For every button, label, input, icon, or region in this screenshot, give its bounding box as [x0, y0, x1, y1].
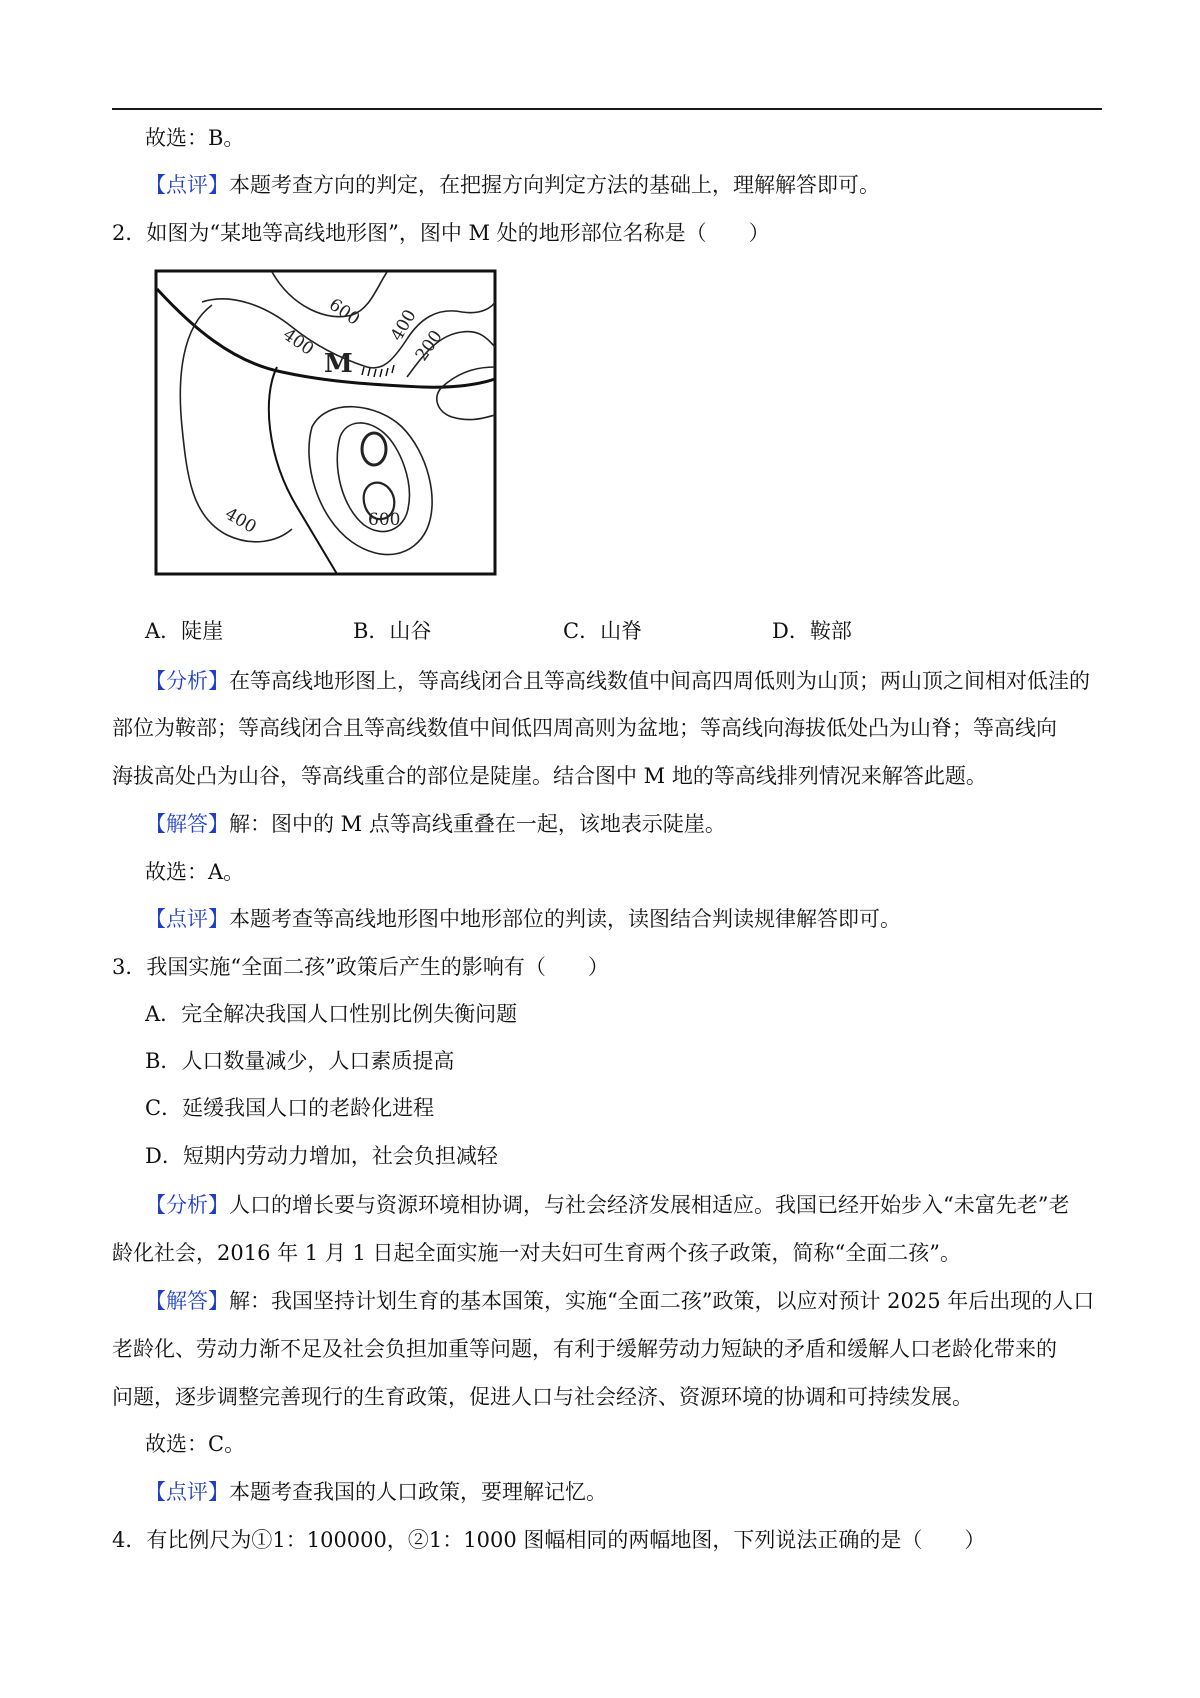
contour-map: [152, 267, 500, 585]
q2-answer: 故选：A。: [145, 860, 245, 884]
analysis-tag: 【分析】: [145, 1193, 229, 1217]
comment-text: 本题考查等高线地形图中地形部位的判读，读图结合判读规律解答即可。: [229, 907, 901, 931]
q3-option-b: B．人口数量减少，人口素质提高: [145, 1049, 455, 1073]
contour-label-600-bottom: 600: [368, 510, 401, 530]
solution-tag: 【解答】: [145, 1289, 229, 1313]
comment-tag: 【点评】: [145, 173, 229, 197]
contour-map-figure: [152, 267, 500, 585]
q2-stem: 2．如图为“某地等高线地形图”，图中 M 处的地形部位名称是（ ）: [112, 221, 770, 245]
q2-option-d: D．鞍部: [772, 619, 852, 643]
solution-text: 解：我国坚持计划生育的基本国策，实施“全面二孩”政策，以应对预计 2025 年后出现的人口: [229, 1289, 1095, 1313]
q3-solution-line-1: [145, 1287, 1094, 1315]
contour-label-600-top: 600: [325, 294, 364, 330]
q3-solution-line-2: 老龄化、劳动力渐不足及社会负担加重等问题，有利于缓解劳动力短缺的矛盾和缓解人口老龄化带来的: [112, 1337, 1057, 1361]
q3-comment: [145, 1478, 607, 1506]
comment-tag: 【点评】: [145, 907, 229, 931]
analysis-text: 在等高线地形图上，等高线闭合且等高线数值中间高四周低则为山顶；两山顶之间相对低洼的: [229, 669, 1090, 693]
q2-option-b: B．山谷: [353, 619, 432, 643]
comment-text: 本题考查方向的判定，在把握方向判定方法的基础上，理解解答即可。: [229, 173, 880, 197]
q3-option-a: A．完全解决我国人口性别比例失衡问题: [145, 1002, 518, 1026]
map-frame: [156, 271, 495, 574]
contour-label-400-b: 400: [387, 306, 421, 345]
q3-solution-line-3: 问题，逐步调整完善现行的生育政策，促进人口与社会经济、资源环境的协调和可持续发展。: [112, 1385, 973, 1409]
q3-option-c: C．延缓我国人口的老龄化进程: [145, 1096, 435, 1120]
header-rule: [112, 108, 1102, 110]
q2-option-c: C．山脊: [563, 619, 643, 643]
comment-text: 本题考查我国的人口政策，要理解记忆。: [229, 1480, 607, 1504]
solution-tag: 【解答】: [145, 812, 229, 836]
comment-tag: 【点评】: [145, 1480, 229, 1504]
q1-answer: 故选：B。: [145, 126, 245, 150]
q3-analysis-line-1: [145, 1191, 1069, 1219]
q2-option-a: A．陡崖: [145, 619, 224, 643]
point-m-label: M: [324, 349, 353, 379]
q3-stem: 3．我国实施“全面二孩”政策后产生的影响有（ ）: [112, 955, 609, 979]
q1-comment: [145, 171, 880, 199]
q2-analysis-line-1: [145, 667, 1090, 695]
contour-label-400-c: 400: [221, 504, 260, 538]
q2-comment: [145, 905, 901, 933]
analysis-text: 人口的增长要与资源环境相协调，与社会经济发展相适应。我国已经开始步入“未富先老”老: [229, 1193, 1070, 1217]
contour-label-200: 200: [411, 326, 447, 365]
q3-analysis-line-2: 龄化社会，2016 年 1 月 1 日起全面实施一对夫妇可生育两个孩子政策，简称“全面二孩”。: [112, 1241, 962, 1265]
q3-answer: 故选：C。: [145, 1432, 246, 1456]
solution-text: 解：图中的 M 点等高线重叠在一起，该地表示陡崖。: [229, 812, 726, 836]
q2-analysis-line-3: 海拔高处凸为山谷，等高线重合的部位是陡崖。结合图中 M 地的等高线排列情况来解答此题。: [112, 764, 987, 788]
analysis-tag: 【分析】: [145, 669, 229, 693]
q2-analysis-line-2: 部位为鞍部；等高线闭合且等高线数值中间低四周高则为盆地；等高线向海拔低处凸为山脊；等高线向: [112, 716, 1057, 740]
contour-label-400-a: 400: [279, 324, 318, 360]
q2-solution: [145, 810, 726, 838]
q4-stem: 4．有比例尺为①1：100000，②1：1000 图幅相同的两幅地图，下列说法正确的是（ ）: [112, 1528, 986, 1552]
q3-option-d: D．短期内劳动力增加，社会负担减轻: [145, 1144, 498, 1168]
